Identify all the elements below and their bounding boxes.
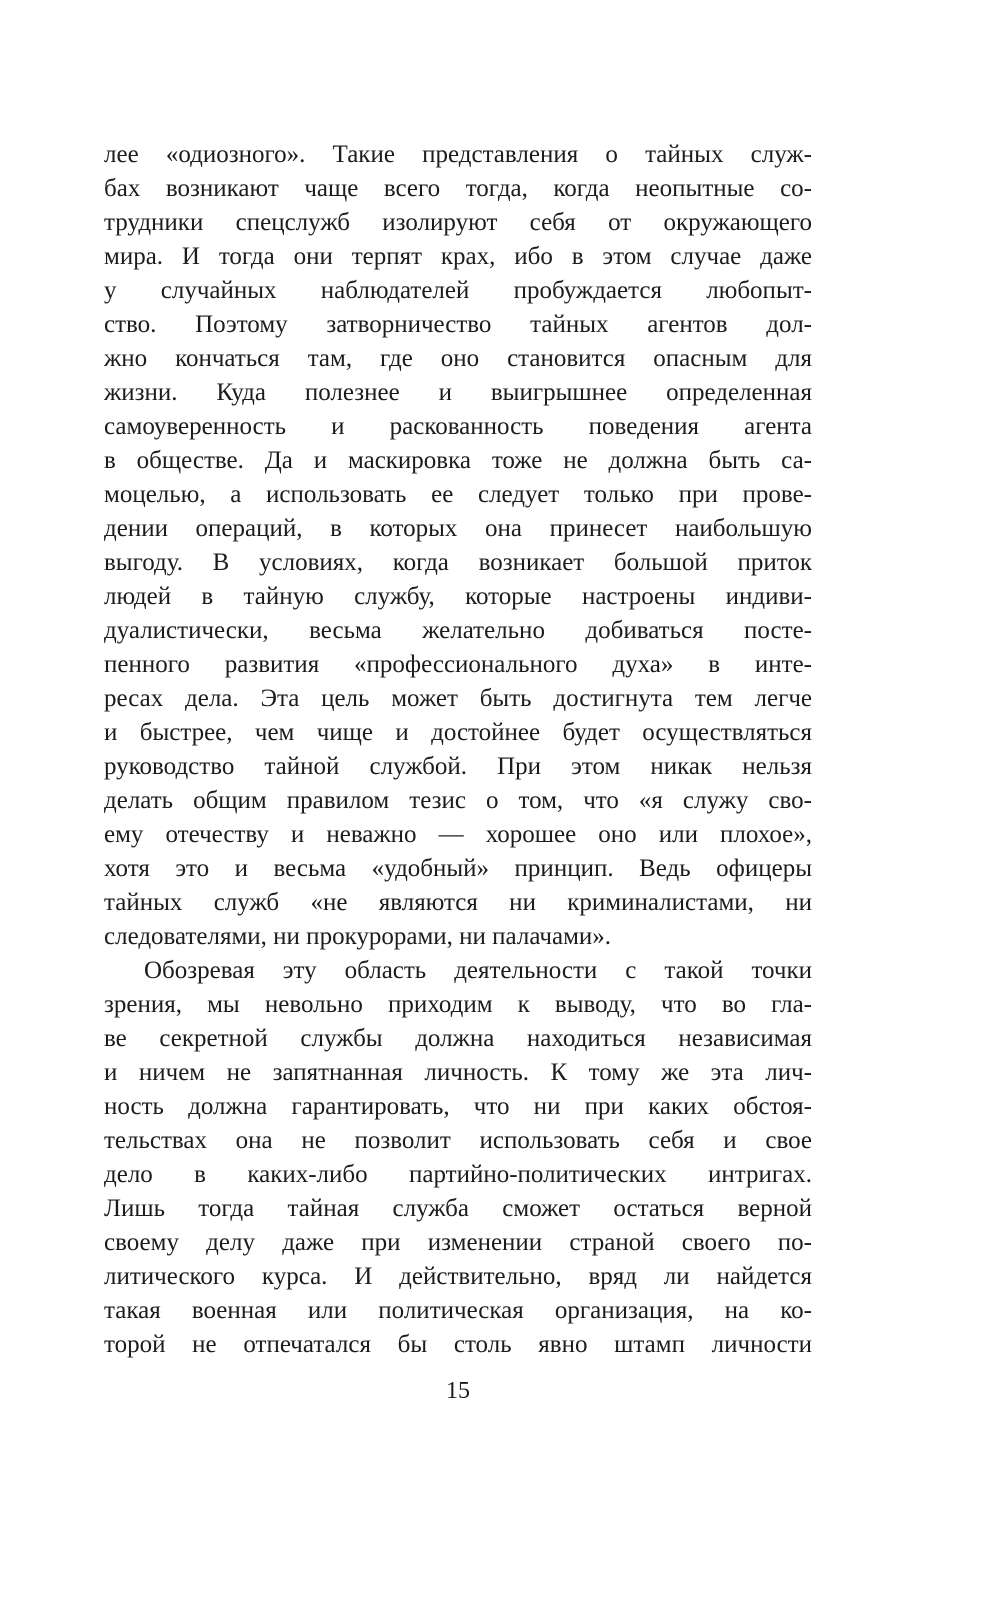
text-line: жизни. Куда полезнее и выигрышнее определенная: [104, 379, 812, 406]
text-line: ему отечеству и неважно — хорошее оно или плохое»,: [104, 821, 812, 848]
text-line: мира. И тогда они терпят крах, ибо в этом случае даже: [104, 243, 812, 270]
text-line: такая военная или политическая организация, на ко-: [104, 1297, 812, 1324]
paragraph: [104, 954, 812, 1362]
text-line: и быстрее, чем чище и достойнее будет осуществляться: [104, 719, 812, 746]
text-line: дении операций, в которых она принесет наибольшую: [104, 515, 812, 542]
text-line: Лишь тогда тайная служба сможет остаться верной: [104, 1195, 812, 1222]
text-line: пенного развития «профессионального духа» в инте-: [104, 651, 812, 678]
text-line: делать общим правилом тезис о том, что «я служу сво-: [104, 787, 812, 814]
text-line: тельствах она не позволит использовать себя и свое: [104, 1127, 812, 1154]
text-block: [104, 138, 812, 1362]
text-line: торой не отпечатался бы столь явно штамп личности: [104, 1331, 812, 1358]
paragraph: [104, 138, 812, 954]
text-line: следователями, ни прокурорами, ни палачами».: [104, 923, 612, 950]
text-line: самоуверенность и раскованность поведения агента: [104, 413, 812, 440]
text-line: Обозревая эту область деятельности с такой точки: [144, 957, 812, 984]
text-line: людей в тайную службу, которые настроены индиви-: [104, 583, 812, 610]
text-line: тайных служб «не являются ни криминалистами, ни: [104, 889, 812, 916]
text-line: у случайных наблюдателей пробуждается любопыт-: [104, 277, 812, 304]
text-line: ве секретной службы должна находиться независимая: [104, 1025, 812, 1052]
text-line: дело в каких-либо партийно-политических интригах.: [104, 1161, 812, 1188]
text-line: литического курса. И действительно, вряд ли найдется: [104, 1263, 812, 1290]
text-line: и ничем не запятнанная личность. К тому же эта лич-: [104, 1059, 812, 1086]
text-line: бах возникают чаще всего тогда, когда неопытные со-: [104, 175, 812, 202]
text-line: ность должна гарантировать, что ни при каких обстоя-: [104, 1093, 812, 1120]
text-line: лее «одиозного». Такие представления о тайных служ-: [104, 141, 812, 168]
text-line: в обществе. Да и маскировка тоже не должна быть са-: [104, 447, 812, 474]
text-line: дуалистически, весьма желательно добиваться посте-: [104, 617, 812, 644]
page-number: 15: [446, 1378, 470, 1404]
text-line: ресах дела. Эта цель может быть достигнута тем легче: [104, 685, 812, 712]
text-line: моцелью, а использовать ее следует только при прове-: [104, 481, 812, 508]
text-line: жно кончаться там, где оно становится опасным для: [104, 345, 812, 372]
text-line: зрения, мы невольно приходим к выводу, что во гла-: [104, 991, 812, 1018]
text-line: своему делу даже при изменении страной своего по-: [104, 1229, 812, 1256]
text-line: ство. Поэтому затворничество тайных агентов дол-: [104, 311, 812, 338]
text-line: руководство тайной службой. При этом никак нельзя: [104, 753, 812, 780]
text-line: трудники спецслужб изолируют себя от окружающего: [104, 209, 812, 236]
text-line: хотя это и весьма «удобный» принцип. Ведь офицеры: [104, 855, 812, 882]
text-line: выгоду. В условиях, когда возникает большой приток: [104, 549, 812, 576]
